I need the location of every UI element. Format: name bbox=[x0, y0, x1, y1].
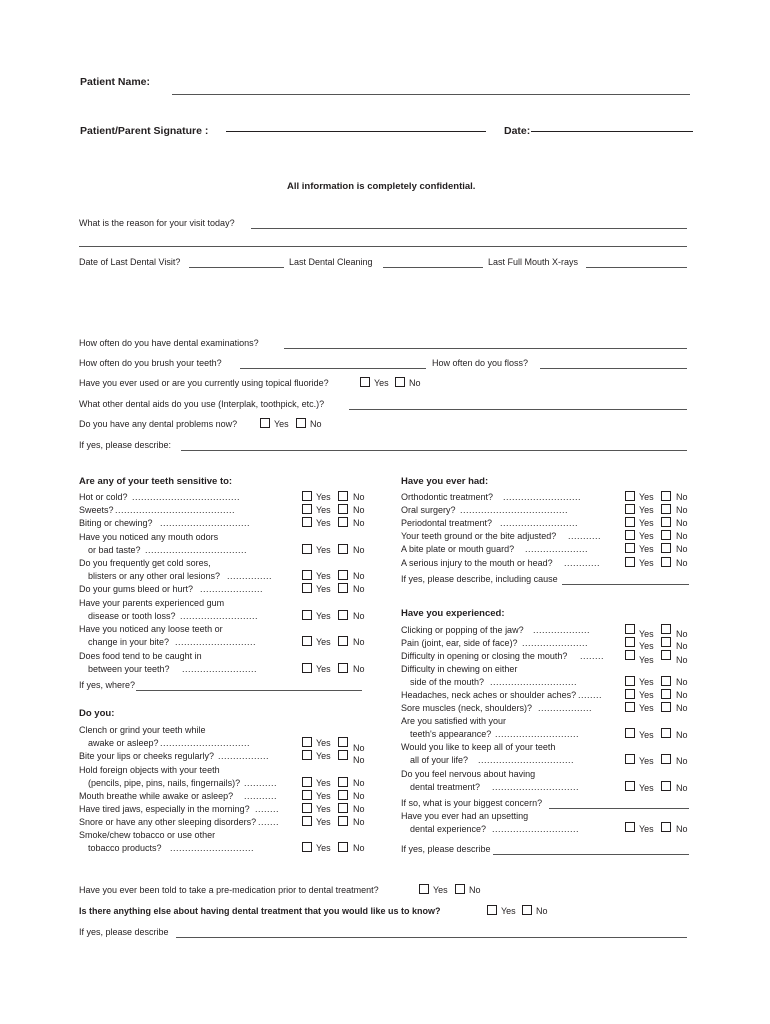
leader-dots: ........ bbox=[255, 804, 280, 814]
question-text-cont: blisters or any other oral lesions? bbox=[88, 571, 221, 581]
question-text: Difficulty in opening or closing the mouth? bbox=[401, 651, 568, 661]
no-label: No bbox=[676, 492, 688, 502]
leader-dots: ............................ bbox=[170, 843, 255, 853]
floss-label: How often do you floss? bbox=[432, 358, 529, 368]
no-label: No bbox=[353, 584, 365, 594]
question-text: Does food tend to be caught in bbox=[79, 651, 202, 661]
leader-dots: .......................... bbox=[180, 611, 259, 621]
leader-dots: ........... bbox=[244, 778, 278, 788]
no-label: No bbox=[353, 817, 365, 827]
no-label: No bbox=[353, 545, 365, 555]
brush-field[interactable] bbox=[240, 368, 426, 369]
yes-checkbox[interactable] bbox=[302, 816, 312, 826]
yes-checkbox[interactable] bbox=[625, 504, 635, 514]
anything-yes-label: Yes bbox=[501, 906, 516, 916]
question-text-cont: awake or asleep? bbox=[88, 738, 159, 748]
question-text: Snore or have any other sleeping disorders? bbox=[79, 817, 257, 827]
yes-checkbox[interactable] bbox=[302, 663, 312, 673]
no-label: No bbox=[353, 843, 365, 853]
leader-dots: .................................... bbox=[460, 505, 569, 515]
question-text: Sweets? bbox=[79, 505, 114, 515]
yes-checkbox[interactable] bbox=[302, 610, 312, 620]
yes-label: Yes bbox=[316, 751, 331, 761]
yes-checkbox[interactable] bbox=[302, 491, 312, 501]
yes-label: Yes bbox=[316, 492, 331, 502]
yes-checkbox[interactable] bbox=[625, 676, 635, 686]
upset-describe-label: If yes, please describe bbox=[401, 844, 491, 854]
yes-label: Yes bbox=[316, 584, 331, 594]
no-checkbox[interactable] bbox=[338, 816, 348, 826]
experienced-heading: Have you experienced: bbox=[401, 608, 505, 619]
no-label: No bbox=[676, 730, 688, 740]
no-checkbox[interactable] bbox=[661, 530, 671, 540]
yes-checkbox[interactable] bbox=[302, 737, 312, 747]
leader-dots: ................. bbox=[218, 751, 270, 761]
yes-checkbox[interactable] bbox=[302, 570, 312, 580]
problems-describe-label: If yes, please describe: bbox=[79, 440, 172, 450]
anything-label: Is there anything else about having dental treatment that you would like us to know? bbox=[79, 906, 441, 916]
yes-label: Yes bbox=[316, 778, 331, 788]
yes-label: Yes bbox=[639, 690, 654, 700]
yes-checkbox[interactable] bbox=[625, 728, 635, 738]
premed-yes-label: Yes bbox=[433, 885, 448, 895]
no-checkbox[interactable] bbox=[338, 583, 348, 593]
yes-checkbox[interactable] bbox=[302, 517, 312, 527]
cause-field[interactable] bbox=[562, 584, 689, 585]
leader-dots: ..................... bbox=[525, 544, 589, 554]
question-text-cont: or bad taste? bbox=[88, 545, 141, 555]
question-text-cont: (pencils, pipe, pins, nails, fingernails)? bbox=[88, 778, 241, 788]
yes-checkbox[interactable] bbox=[302, 803, 312, 813]
no-label: No bbox=[676, 783, 688, 793]
question-text-cont: dental experience? bbox=[410, 824, 487, 834]
where-field[interactable] bbox=[136, 690, 362, 691]
aids-field[interactable] bbox=[349, 409, 687, 410]
leader-dots: .............................. bbox=[160, 518, 251, 528]
no-checkbox[interactable] bbox=[338, 737, 348, 747]
question-text: Clench or grind your teeth while bbox=[79, 725, 206, 735]
reason-field[interactable] bbox=[251, 228, 687, 229]
question-text: Do you frequently get cold sores, bbox=[79, 558, 211, 568]
leader-dots: .......................... bbox=[503, 492, 582, 502]
yes-checkbox[interactable] bbox=[302, 544, 312, 554]
no-checkbox[interactable] bbox=[661, 754, 671, 764]
leader-dots: ........ bbox=[578, 690, 603, 700]
question-text: Oral surgery? bbox=[401, 505, 456, 515]
no-label: No bbox=[353, 743, 365, 753]
problems-no-label: No bbox=[310, 419, 322, 429]
floss-field[interactable] bbox=[540, 368, 687, 369]
last-cleaning-label: Last Dental Cleaning bbox=[289, 257, 373, 267]
leader-dots: .............................. bbox=[160, 738, 251, 748]
question-text: Have your parents experienced gum bbox=[79, 598, 225, 608]
question-text: Sore muscles (neck, shoulders)? bbox=[401, 703, 533, 713]
question-text: Have you noticed any loose teeth or bbox=[79, 624, 223, 634]
question-text: Clicking or popping of the jaw? bbox=[401, 625, 524, 635]
yes-label: Yes bbox=[316, 505, 331, 515]
no-checkbox[interactable] bbox=[661, 557, 671, 567]
no-label: No bbox=[676, 544, 688, 554]
yes-checkbox[interactable] bbox=[302, 777, 312, 787]
question-text-cont: change in your bite? bbox=[88, 637, 170, 647]
concern-label: If so, what is your biggest concern? bbox=[401, 798, 543, 808]
yes-checkbox[interactable] bbox=[302, 790, 312, 800]
no-checkbox[interactable] bbox=[338, 570, 348, 580]
yes-checkbox[interactable] bbox=[625, 781, 635, 791]
anything-yes-checkbox[interactable] bbox=[487, 905, 497, 915]
aids-label: What other dental aids do you use (Interplak, toothpick, etc.)? bbox=[79, 399, 325, 409]
yes-label: Yes bbox=[316, 518, 331, 528]
leader-dots: ............................. bbox=[490, 677, 578, 687]
anything-no-checkbox[interactable] bbox=[522, 905, 532, 915]
concern-field[interactable] bbox=[549, 808, 689, 809]
leader-dots: ..................... bbox=[200, 584, 264, 594]
question-text-cont: teeth's appearance? bbox=[410, 729, 492, 739]
leader-dots: ......................... bbox=[182, 664, 258, 674]
question-text-cont: tobacco products? bbox=[88, 843, 162, 853]
yes-label: Yes bbox=[316, 611, 331, 621]
no-checkbox[interactable] bbox=[338, 803, 348, 813]
no-label: No bbox=[353, 804, 365, 814]
yes-label: Yes bbox=[316, 571, 331, 581]
yes-checkbox[interactable] bbox=[625, 650, 635, 660]
question-text: Hot or cold? bbox=[79, 492, 128, 502]
upset-no-checkbox[interactable] bbox=[661, 822, 671, 832]
yes-label: Yes bbox=[639, 518, 654, 528]
question-text: Pain (joint, ear, side of face)? bbox=[401, 638, 518, 648]
footer-describe-field[interactable] bbox=[176, 937, 687, 938]
question-text: Bite your lips or cheeks regularly? bbox=[79, 751, 215, 761]
yes-label: Yes bbox=[639, 824, 654, 834]
yes-label: Yes bbox=[316, 664, 331, 674]
no-checkbox[interactable] bbox=[661, 624, 671, 634]
no-label: No bbox=[353, 571, 365, 581]
no-checkbox[interactable] bbox=[661, 504, 671, 514]
problems-describe-field[interactable] bbox=[181, 450, 687, 451]
question-text: Your teeth ground or the bite adjusted? bbox=[401, 531, 557, 541]
no-checkbox[interactable] bbox=[338, 491, 348, 501]
leader-dots: ........... bbox=[568, 531, 602, 541]
no-label: No bbox=[676, 690, 688, 700]
question-text-cont: between your teeth? bbox=[88, 664, 170, 674]
no-label: No bbox=[353, 505, 365, 515]
no-checkbox[interactable] bbox=[338, 517, 348, 527]
sensitive-heading: Are any of your teeth sensitive to: bbox=[79, 476, 233, 487]
premed-label: Have you ever been told to take a pre-medication prior to dental treatment? bbox=[79, 885, 379, 895]
yes-label: Yes bbox=[639, 756, 654, 766]
no-label: No bbox=[353, 518, 365, 528]
no-checkbox[interactable] bbox=[338, 842, 348, 852]
no-label: No bbox=[353, 755, 365, 765]
no-checkbox[interactable] bbox=[338, 663, 348, 673]
yes-label: Yes bbox=[639, 730, 654, 740]
anything-no-label: No bbox=[536, 906, 548, 916]
fluoride-no-label: No bbox=[409, 378, 421, 388]
question-text: Smoke/chew tobacco or use other bbox=[79, 830, 216, 840]
no-checkbox[interactable] bbox=[338, 636, 348, 646]
premed-no-checkbox[interactable] bbox=[455, 884, 465, 894]
no-label: No bbox=[676, 629, 688, 639]
no-checkbox[interactable] bbox=[661, 637, 671, 647]
no-checkbox[interactable] bbox=[661, 781, 671, 791]
signature-field[interactable] bbox=[226, 131, 486, 132]
upset-yes-checkbox[interactable] bbox=[625, 822, 635, 832]
problems-yes-label: Yes bbox=[274, 419, 289, 429]
no-label: No bbox=[353, 778, 365, 788]
yes-checkbox[interactable] bbox=[302, 636, 312, 646]
reason-label: What is the reason for your visit today? bbox=[79, 218, 235, 228]
yes-checkbox[interactable] bbox=[625, 543, 635, 553]
brush-label: How often do you brush your teeth? bbox=[79, 358, 222, 368]
yes-checkbox[interactable] bbox=[302, 842, 312, 852]
yes-label: Yes bbox=[316, 637, 331, 647]
no-checkbox[interactable] bbox=[338, 777, 348, 787]
leader-dots: ....... bbox=[258, 817, 280, 827]
leader-dots: .................................... bbox=[132, 492, 241, 502]
footer-describe-label: If yes, please describe bbox=[79, 927, 169, 937]
yes-label: Yes bbox=[639, 558, 654, 568]
yes-label: Yes bbox=[639, 655, 654, 665]
question-text: Difficulty in chewing on either bbox=[401, 664, 518, 674]
no-label: No bbox=[676, 641, 688, 651]
no-checkbox[interactable] bbox=[661, 689, 671, 699]
cause-label: If yes, please describe, including cause bbox=[401, 574, 558, 584]
no-label: No bbox=[676, 824, 688, 834]
leader-dots: ........................................ bbox=[115, 505, 236, 515]
yes-label: Yes bbox=[316, 817, 331, 827]
yes-label: Yes bbox=[639, 783, 654, 793]
yes-label: Yes bbox=[639, 703, 654, 713]
problems-no-checkbox[interactable] bbox=[296, 418, 306, 428]
yes-label: Yes bbox=[639, 505, 654, 515]
last-visit-label: Date of Last Dental Visit? bbox=[79, 257, 181, 267]
yes-label: Yes bbox=[639, 677, 654, 687]
question-text-cont: dental treatment? bbox=[410, 782, 481, 792]
date-label: Date: bbox=[504, 125, 531, 137]
question-text: Have tired jaws, especially in the morning? bbox=[79, 804, 250, 814]
leader-dots: .................................. bbox=[145, 545, 248, 555]
question-text: Have you ever had an upsetting bbox=[401, 811, 529, 821]
no-checkbox[interactable] bbox=[661, 702, 671, 712]
yes-label: Yes bbox=[316, 843, 331, 853]
yes-checkbox[interactable] bbox=[625, 530, 635, 540]
fluoride-yes-checkbox[interactable] bbox=[360, 377, 370, 387]
no-checkbox[interactable] bbox=[338, 504, 348, 514]
signature-label: Patient/Parent Signature : bbox=[80, 125, 209, 137]
no-label: No bbox=[353, 492, 365, 502]
leader-dots: ............... bbox=[227, 571, 273, 581]
last-cleaning-field[interactable] bbox=[383, 267, 483, 268]
no-checkbox[interactable] bbox=[661, 543, 671, 553]
no-label: No bbox=[676, 518, 688, 528]
question-text: Orthodontic treatment? bbox=[401, 492, 494, 502]
no-label: No bbox=[353, 637, 365, 647]
doyou-heading: Do you: bbox=[79, 708, 115, 719]
leader-dots: ............................. bbox=[492, 824, 580, 834]
question-text: Mouth breathe while awake or asleep? bbox=[79, 791, 234, 801]
last-xrays-label: Last Full Mouth X-rays bbox=[488, 257, 579, 267]
leader-dots: ........... bbox=[244, 791, 278, 801]
yes-checkbox[interactable] bbox=[625, 689, 635, 699]
no-label: No bbox=[676, 655, 688, 665]
no-checkbox[interactable] bbox=[338, 544, 348, 554]
yes-checkbox[interactable] bbox=[625, 702, 635, 712]
leader-dots: ...................... bbox=[522, 638, 589, 648]
no-checkbox[interactable] bbox=[338, 750, 348, 760]
no-label: No bbox=[676, 531, 688, 541]
question-text: Are you satisfied with your bbox=[401, 716, 507, 726]
exams-field[interactable] bbox=[284, 348, 687, 349]
fluoride-yes-label: Yes bbox=[374, 378, 389, 388]
question-text: Hold foreign objects with your teeth bbox=[79, 765, 220, 775]
question-text: Headaches, neck aches or shoulder aches? bbox=[401, 690, 577, 700]
question-text-cont: side of the mouth? bbox=[410, 677, 485, 687]
yes-label: Yes bbox=[316, 545, 331, 555]
last-xrays-field[interactable] bbox=[586, 267, 687, 268]
leader-dots: ............................ bbox=[495, 729, 580, 739]
yes-checkbox[interactable] bbox=[302, 583, 312, 593]
yes-label: Yes bbox=[316, 804, 331, 814]
problems-label: Do you have any dental problems now? bbox=[79, 419, 238, 429]
no-label: No bbox=[676, 558, 688, 568]
no-label: No bbox=[676, 505, 688, 515]
question-text: Would you like to keep all of your teeth bbox=[401, 742, 556, 752]
no-label: No bbox=[353, 791, 365, 801]
leader-dots: .................. bbox=[538, 703, 593, 713]
leader-dots: ............................. bbox=[492, 782, 580, 792]
no-checkbox[interactable] bbox=[661, 728, 671, 738]
confidential-note: All information is completely confidential. bbox=[287, 181, 476, 192]
yes-label: Yes bbox=[639, 629, 654, 639]
no-checkbox[interactable] bbox=[661, 676, 671, 686]
question-text-cont: disease or tooth loss? bbox=[88, 611, 176, 621]
reason-field-2[interactable] bbox=[79, 246, 687, 247]
yes-label: Yes bbox=[639, 531, 654, 541]
leader-dots: .......................... bbox=[500, 518, 579, 528]
no-label: No bbox=[353, 664, 365, 674]
yes-label: Yes bbox=[316, 791, 331, 801]
yes-label: Yes bbox=[639, 492, 654, 502]
yes-label: Yes bbox=[639, 641, 654, 651]
question-text: Do you feel nervous about having bbox=[401, 769, 536, 779]
no-checkbox[interactable] bbox=[661, 517, 671, 527]
exams-label: How often do you have dental examinations? bbox=[79, 338, 259, 348]
leader-dots: ........ bbox=[580, 651, 605, 661]
no-label: No bbox=[676, 677, 688, 687]
no-checkbox[interactable] bbox=[661, 650, 671, 660]
no-checkbox[interactable] bbox=[338, 790, 348, 800]
yes-checkbox[interactable] bbox=[302, 504, 312, 514]
leader-dots: ................... bbox=[533, 625, 591, 635]
upset-describe-field[interactable] bbox=[493, 854, 689, 855]
no-label: No bbox=[676, 756, 688, 766]
yes-checkbox[interactable] bbox=[625, 624, 635, 634]
yes-checkbox[interactable] bbox=[625, 517, 635, 527]
question-text-cont: all of your life? bbox=[410, 755, 469, 765]
no-checkbox[interactable] bbox=[338, 610, 348, 620]
no-label: No bbox=[353, 611, 365, 621]
question-text: Biting or chewing? bbox=[79, 518, 153, 528]
everhad-heading: Have you ever had: bbox=[401, 476, 489, 487]
fluoride-label: Have you ever used or are you currently using topical fluoride? bbox=[79, 378, 329, 388]
no-label: No bbox=[676, 703, 688, 713]
question-text: Do your gums bleed or hurt? bbox=[79, 584, 194, 594]
yes-checkbox[interactable] bbox=[625, 637, 635, 647]
premed-no-label: No bbox=[469, 885, 481, 895]
leader-dots: ................................ bbox=[478, 755, 575, 765]
problems-yes-checkbox[interactable] bbox=[260, 418, 270, 428]
patient-name-label: Patient Name: bbox=[80, 76, 151, 88]
leader-dots: ............ bbox=[564, 558, 601, 568]
yes-checkbox[interactable] bbox=[302, 750, 312, 760]
yes-checkbox[interactable] bbox=[625, 557, 635, 567]
no-checkbox[interactable] bbox=[661, 491, 671, 501]
yes-checkbox[interactable] bbox=[625, 754, 635, 764]
last-visit-field[interactable] bbox=[189, 267, 284, 268]
fluoride-no-checkbox[interactable] bbox=[395, 377, 405, 387]
question-text: A bite plate or mouth guard? bbox=[401, 544, 515, 554]
leader-dots: ........................... bbox=[175, 637, 257, 647]
yes-checkbox[interactable] bbox=[625, 491, 635, 501]
yes-label: Yes bbox=[316, 738, 331, 748]
question-text: Have you noticed any mouth odors bbox=[79, 532, 219, 542]
question-text: A serious injury to the mouth or head? bbox=[401, 558, 553, 568]
question-text: Periodontal treatment? bbox=[401, 518, 493, 528]
where-label: If yes, where? bbox=[79, 680, 136, 690]
yes-label: Yes bbox=[639, 544, 654, 554]
date-field[interactable] bbox=[531, 131, 693, 132]
premed-yes-checkbox[interactable] bbox=[419, 884, 429, 894]
patient-name-field[interactable] bbox=[172, 94, 690, 95]
